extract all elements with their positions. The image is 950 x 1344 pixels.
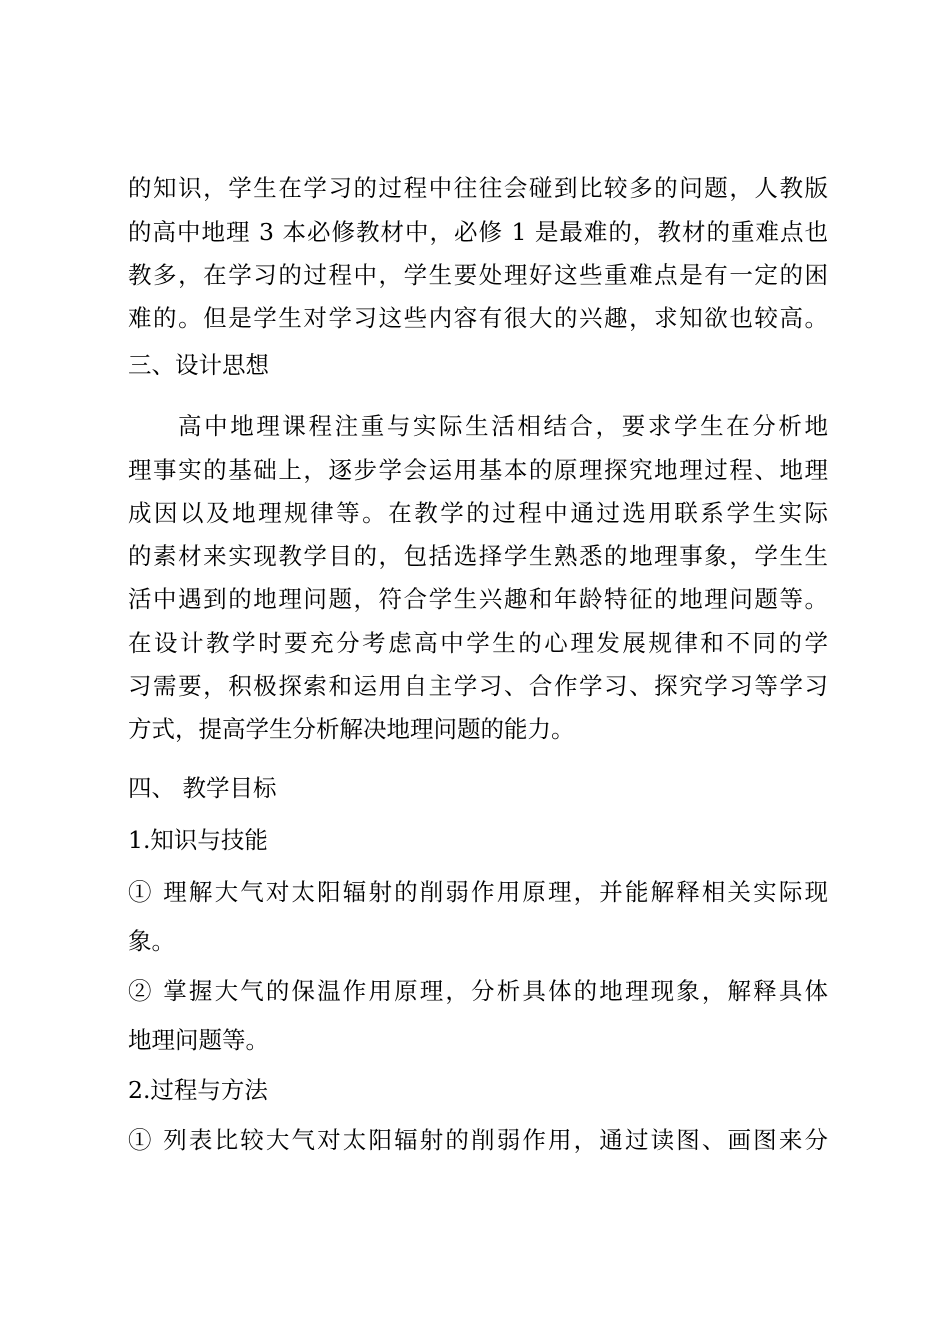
paragraph-line-9: 的素材来实现教学目的，包括选择学生熟悉的地理事象，学生生: [128, 542, 828, 570]
paragraph-line-11: 在设计教学时要充分考虑高中学生的心理发展规律和不同的学: [128, 629, 828, 657]
paragraph-line-7: 理事实的基础上，逐步学会运用基本的原理探究地理过程、地理: [128, 456, 828, 484]
paragraph-line-1: 的知识，学生在学习的过程中往往会碰到比较多的问题，人教版: [128, 174, 828, 202]
paragraph-line-10: 活中遇到的地理问题，符合学生兴趣和年龄特征的地理问题等。: [128, 585, 828, 613]
section-heading-goals: 四、 教学目标: [128, 774, 277, 802]
list-item-2-line-1: ② 掌握大气的保温作用原理，分析具体的地理现象，解释具体: [128, 977, 828, 1005]
list-item-1-line-2: 象。: [128, 927, 175, 955]
list-item-1-line-1: ① 理解大气对太阳辐射的削弱作用原理，并能解释相关实际现: [128, 878, 828, 906]
paragraph-line-12: 习需要，积极探索和运用自主学习、合作学习、探究学习等学习: [128, 672, 828, 700]
list-item-2-line-2: 地理问题等。: [128, 1026, 269, 1054]
paragraph-line-3: 教多，在学习的过程中，学生要处理好这些重难点是有一定的困: [128, 261, 828, 289]
paragraph-line-13: 方式，提高学生分析解决地理问题的能力。: [128, 715, 575, 743]
list-item-3-line-1: ① 列表比较大气对太阳辐射的削弱作用，通过读图、画图来分: [128, 1126, 828, 1154]
section-heading-design: 三、设计思想: [128, 351, 269, 379]
paragraph-line-8: 成因以及地理规律等。在教学的过程中通过选用联系学生实际: [128, 499, 828, 527]
subheading-process-method: 2.过程与方法: [128, 1076, 268, 1104]
paragraph-line-2: 的高中地理 3 本必修教材中，必修 1 是最难的，教材的重难点也: [128, 218, 828, 246]
subheading-knowledge-skills: 1.知识与技能: [128, 826, 268, 854]
paragraph-line-6: 高中地理课程注重与实际生活相结合，要求学生在分析地: [178, 412, 828, 440]
paragraph-line-4: 难的。但是学生对学习这些内容有很大的兴趣，求知欲也较高。: [128, 304, 828, 332]
